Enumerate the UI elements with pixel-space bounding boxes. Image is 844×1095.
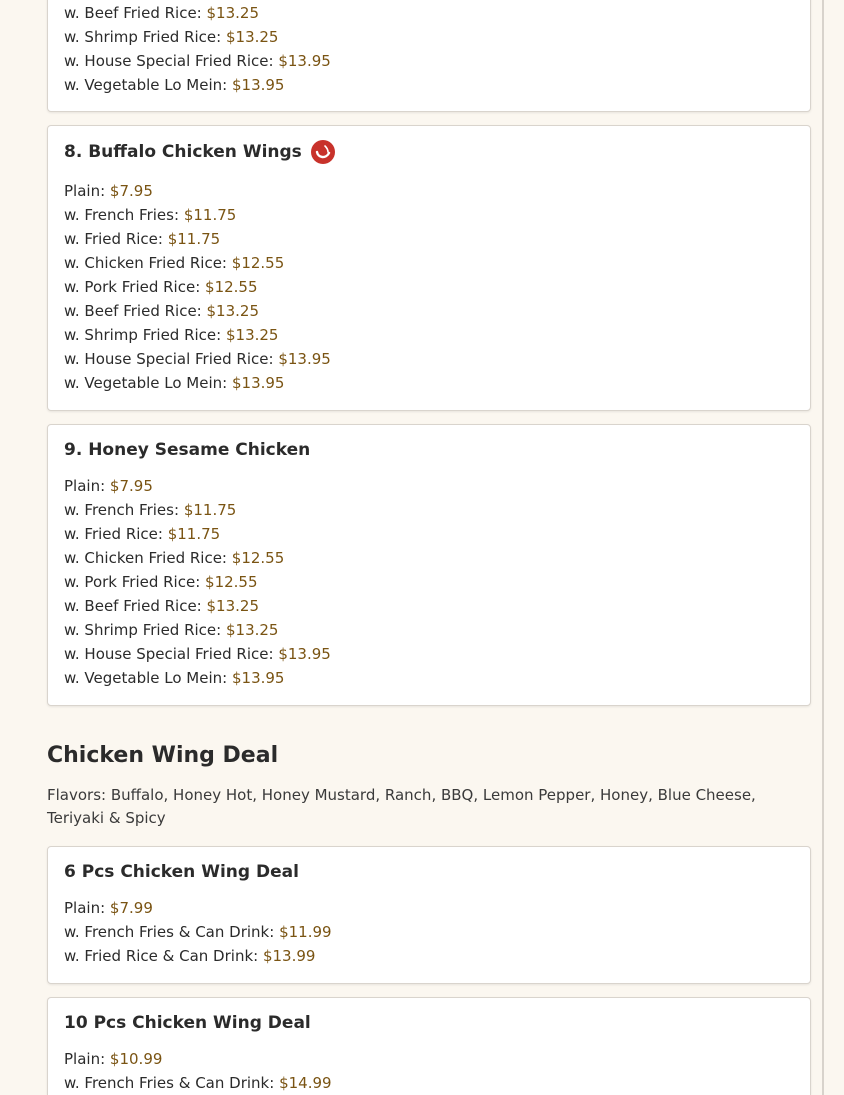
option-label: w. Beef Fried Rice: — [64, 302, 202, 320]
option-line — [64, 25, 331, 49]
option-label: w. Pork Fried Rice: — [64, 573, 201, 591]
option-line — [64, 275, 331, 299]
menu-item-card[interactable] — [47, 846, 811, 984]
option-label: Plain: — [64, 182, 106, 200]
menu-item-title-text: 8. Buffalo Chicken Wings — [64, 142, 302, 162]
option-list — [64, 1, 331, 97]
menu-item-title — [64, 862, 299, 882]
option-price: $13.25 — [225, 28, 279, 46]
option-label: w. House Special Fried Rice: — [64, 350, 274, 368]
option-line — [64, 203, 331, 227]
option-price: $13.25 — [225, 621, 279, 639]
option-label: w. French Fries: — [64, 206, 180, 224]
section-description: Flavors: Buffalo, Honey Hot, Honey Mustard, Ranch, BBQ, Lemon Pepper, Honey, Blue Cheese, Teriyaki & Spicy — [47, 786, 756, 827]
menu-item-title-text: 6 Pcs Chicken Wing Deal — [64, 862, 299, 882]
menu-item-title-text: 10 Pcs Chicken Wing Deal — [64, 1013, 311, 1033]
menu-item-title — [64, 440, 310, 460]
menu-item-card[interactable] — [47, 125, 811, 411]
option-price: $11.75 — [183, 501, 237, 519]
option-label: w. House Special Fried Rice: — [64, 52, 274, 70]
option-line — [64, 474, 331, 498]
option-list — [64, 896, 332, 968]
option-label: w. Chicken Fried Rice: — [64, 549, 227, 567]
option-price: $10.99 — [109, 1050, 163, 1068]
option-price: $12.55 — [231, 254, 285, 272]
menu-item-card[interactable] — [47, 997, 811, 1095]
option-price: $7.95 — [109, 182, 153, 200]
option-label: w. French Fries & Can Drink: — [64, 1074, 275, 1092]
option-line — [64, 498, 331, 522]
option-label: w. Fried Rice: — [64, 525, 163, 543]
option-line — [64, 1047, 332, 1071]
option-line — [64, 920, 332, 944]
option-price: $12.55 — [205, 573, 258, 591]
option-line — [64, 594, 331, 618]
option-price: $13.95 — [278, 52, 331, 70]
option-line — [64, 1071, 332, 1095]
option-label: w. Beef Fried Rice: — [64, 4, 202, 22]
option-line — [64, 227, 331, 251]
option-line — [64, 347, 331, 371]
option-line — [64, 323, 331, 347]
option-price: $7.95 — [109, 477, 153, 495]
menu-item-title-text: 9. Honey Sesame Chicken — [64, 440, 311, 460]
option-label: w. French Fries: — [64, 501, 180, 519]
option-line — [64, 251, 331, 275]
option-list — [64, 179, 331, 395]
option-label: w. Pork Fried Rice: — [64, 278, 201, 296]
option-price: $14.99 — [279, 1074, 332, 1092]
option-price: $11.75 — [183, 206, 237, 224]
option-line — [64, 371, 331, 395]
menu-item-title — [64, 1013, 311, 1033]
scrollbar-track[interactable] — [822, 0, 824, 1095]
menu-item-card[interactable] — [47, 424, 811, 706]
option-price: $11.99 — [279, 923, 332, 941]
option-label: w. Shrimp Fried Rice: — [64, 326, 222, 344]
option-price: $13.25 — [206, 4, 260, 22]
option-label: Plain: — [64, 477, 106, 495]
option-price: $13.95 — [278, 350, 331, 368]
option-label: Plain: — [64, 1050, 106, 1068]
option-label: w. Vegetable Lo Mein: — [64, 669, 228, 687]
option-price: $13.95 — [231, 374, 285, 392]
option-price: $13.95 — [231, 669, 285, 687]
menu-item-card[interactable] — [47, 0, 811, 112]
option-label: Plain: — [64, 899, 106, 917]
option-price: $13.95 — [231, 76, 285, 94]
section-title: Chicken Wing Deal — [47, 743, 279, 768]
option-price: $13.25 — [206, 302, 260, 320]
option-label: w. French Fries & Can Drink: — [64, 923, 275, 941]
option-label: w. Vegetable Lo Mein: — [64, 76, 228, 94]
option-list — [64, 474, 331, 690]
option-line — [64, 179, 331, 203]
option-line — [64, 666, 331, 690]
option-line — [64, 570, 331, 594]
option-label: w. House Special Fried Rice: — [64, 645, 274, 663]
option-price: $7.99 — [109, 899, 153, 917]
option-list — [64, 1047, 332, 1095]
chili-pepper-icon — [311, 140, 335, 164]
option-line — [64, 522, 331, 546]
option-line — [64, 49, 331, 73]
option-line — [64, 73, 331, 97]
option-label: w. Beef Fried Rice: — [64, 597, 202, 615]
option-label: w. Vegetable Lo Mein: — [64, 374, 228, 392]
option-line — [64, 642, 331, 666]
option-line — [64, 896, 332, 920]
option-line — [64, 546, 331, 570]
option-price: $12.55 — [231, 549, 285, 567]
option-price: $12.55 — [205, 278, 258, 296]
option-price: $13.99 — [262, 947, 316, 965]
option-line — [64, 618, 331, 642]
menu-item-title — [64, 140, 335, 164]
option-price: $13.25 — [225, 326, 279, 344]
option-label: w. Chicken Fried Rice: — [64, 254, 227, 272]
option-line — [64, 299, 331, 323]
option-label: w. Fried Rice & Can Drink: — [64, 947, 259, 965]
option-label: w. Shrimp Fried Rice: — [64, 28, 222, 46]
option-price: $11.75 — [167, 525, 221, 543]
option-price: $13.95 — [278, 645, 331, 663]
option-label: w. Shrimp Fried Rice: — [64, 621, 222, 639]
option-price: $11.75 — [167, 230, 221, 248]
option-label: w. Fried Rice: — [64, 230, 163, 248]
option-price: $13.25 — [206, 597, 260, 615]
option-line — [64, 1, 331, 25]
option-line — [64, 944, 332, 968]
